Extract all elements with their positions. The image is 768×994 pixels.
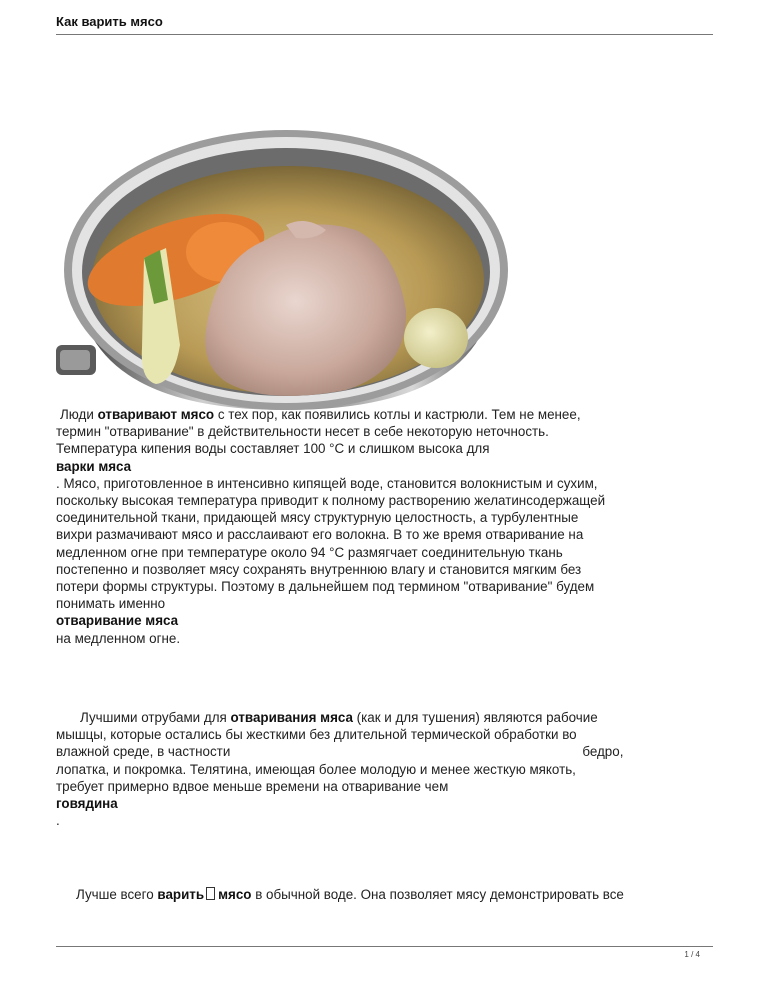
bold-term: мясо xyxy=(218,887,252,902)
footer-divider xyxy=(56,946,713,947)
missing-glyph-box xyxy=(206,887,215,900)
bold-term: отваривают мясо xyxy=(97,407,215,422)
bold-term: отваривания мяса xyxy=(230,710,353,725)
pot-of-boiling-meat-image xyxy=(56,120,516,410)
paragraph-boiling-explanation: Люди отваривают мясо с тех пор, как появились котлы и кастрюли. Тем не менее, термин "отваривание" в действительности несет в себе некоторую неточность. Температура кипения воды составляет 100 °С и слишком высока для варки мяса . Мясо, приготовленное в интенсивно кипящей воде, становится волокнистым и сухим, поскольку высокая температура приводит к полному растворению желатинсодержащей соединительной ткани, придающей мясу структурную целостность, а турбулентные вихри размачивают мясо и расслаивают его волокна. В то же время отваривание на медленном огне при температуре около 94 °С размягчает соединительную ткань постепенно и позволяет мясу сохранять внутреннюю влагу и становится мягким без потери формы структуры. Поэтому в дальнейшем под термином "отваривание" будем понимать именно отваривание мяса на медленном огне. xyxy=(56,407,606,646)
bold-term: варки мяса xyxy=(56,458,132,474)
paragraph-best-cuts: Лучшими отрубами для отваривания мяса (как и для тушения) являются рабочие мышцы, которые остались бы жесткими без длительной термической обработки во влажной среде, в частности бедро, лопатка, и покромка. Телятина, имеющая более молодую и менее жесткую мякоть, требует примерно вдвое меньше времени на отваривание чем говядина . xyxy=(56,710,624,829)
bold-term: варить xyxy=(157,887,205,902)
document-title: Как варить мясо xyxy=(56,14,163,29)
page-number: 1 / 4 xyxy=(684,950,700,959)
header-divider xyxy=(56,34,713,35)
paragraph-cooking-water: Лучше всего варить мясо в обычной воде. Она позволяет мясу демонстрировать все xyxy=(76,887,624,902)
bold-term: отваривание мяса xyxy=(56,613,179,629)
bold-term: говядина xyxy=(56,796,118,812)
